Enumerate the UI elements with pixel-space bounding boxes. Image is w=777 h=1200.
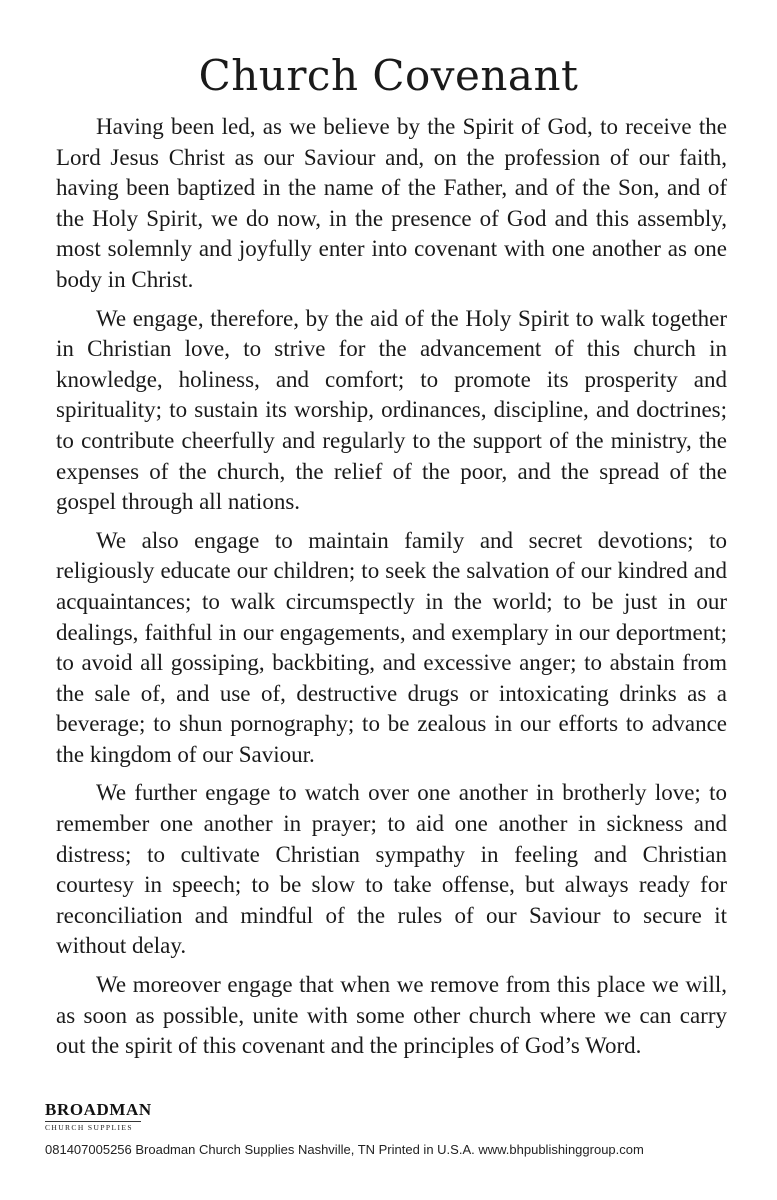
covenant-paragraph-1: Having been led, as we believe by the Spirit of God, to receive the Lord Jesus Christ as our Saviour and, on the profession of our faith, having been baptized in the name of the Father, and of the Son, and of the Holy Spirit, we do now, in the presence of God and this assembly, most solemnly and joyfully enter into covenant with one another as one body in Christ. (56, 114, 727, 292)
publisher-logo (45, 1100, 155, 1133)
publisher-footer: 081407005256 Broadman Church Supplies Nashville, TN Printed in U.S.A. www.bhpublishinggroup.com (45, 1142, 644, 1157)
covenant-paragraph-3: We also engage to maintain family and secret devotions; to religiously educate our children; to seek the salvation of our kindred and acquaintances; to walk circumspectly in the world; to be just in our dealings, faithful in our engagements, and exemplary in our deportment; to avoid all gossiping, backbiting, and excessive anger; to abstain from the sale of, and use of, destructive drugs or intoxicating drinks as a beverage; to shun pornography; to be zealous in our efforts to advance the kingdom of our Saviour. (56, 527, 727, 767)
covenant-paragraph-5: We moreover engage that when we remove from this place we will, as soon as possible, unite with some other church where we can carry out the spirit of this covenant and the principles of God’s Word. (56, 972, 727, 1059)
covenant-paragraph-2: We engage, therefore, by the aid of the Holy Spirit to walk together in Christian love, to strive for the advancement of this church in knowledge, holiness, and comfort; to promote its prosperity and spirituality; to sustain its worship, ordinances, discipline, and doctrines; to contribute cheerfully and regularly to the support of the ministry, the expenses of the church, the relief of the poor, and the spread of the gospel through all nations. (56, 305, 727, 515)
publisher-logo-subtitle: CHURCH SUPPLIES (45, 1121, 141, 1133)
publisher-logo-name: BROADMAN (45, 1100, 152, 1119)
page-title: Church Covenant (198, 51, 579, 100)
covenant-body (56, 112, 727, 1070)
covenant-paragraph-4: We further engage to watch over one another in brotherly love; to remember one another in prayer; to aid one another in sickness and distress; to cultivate Christian sympathy in feeling and Christian courtesy in speech; to be slow to take offense, but always ready for reconciliation and mindful of the rules of our Saviour to secure it without delay. (56, 780, 727, 959)
